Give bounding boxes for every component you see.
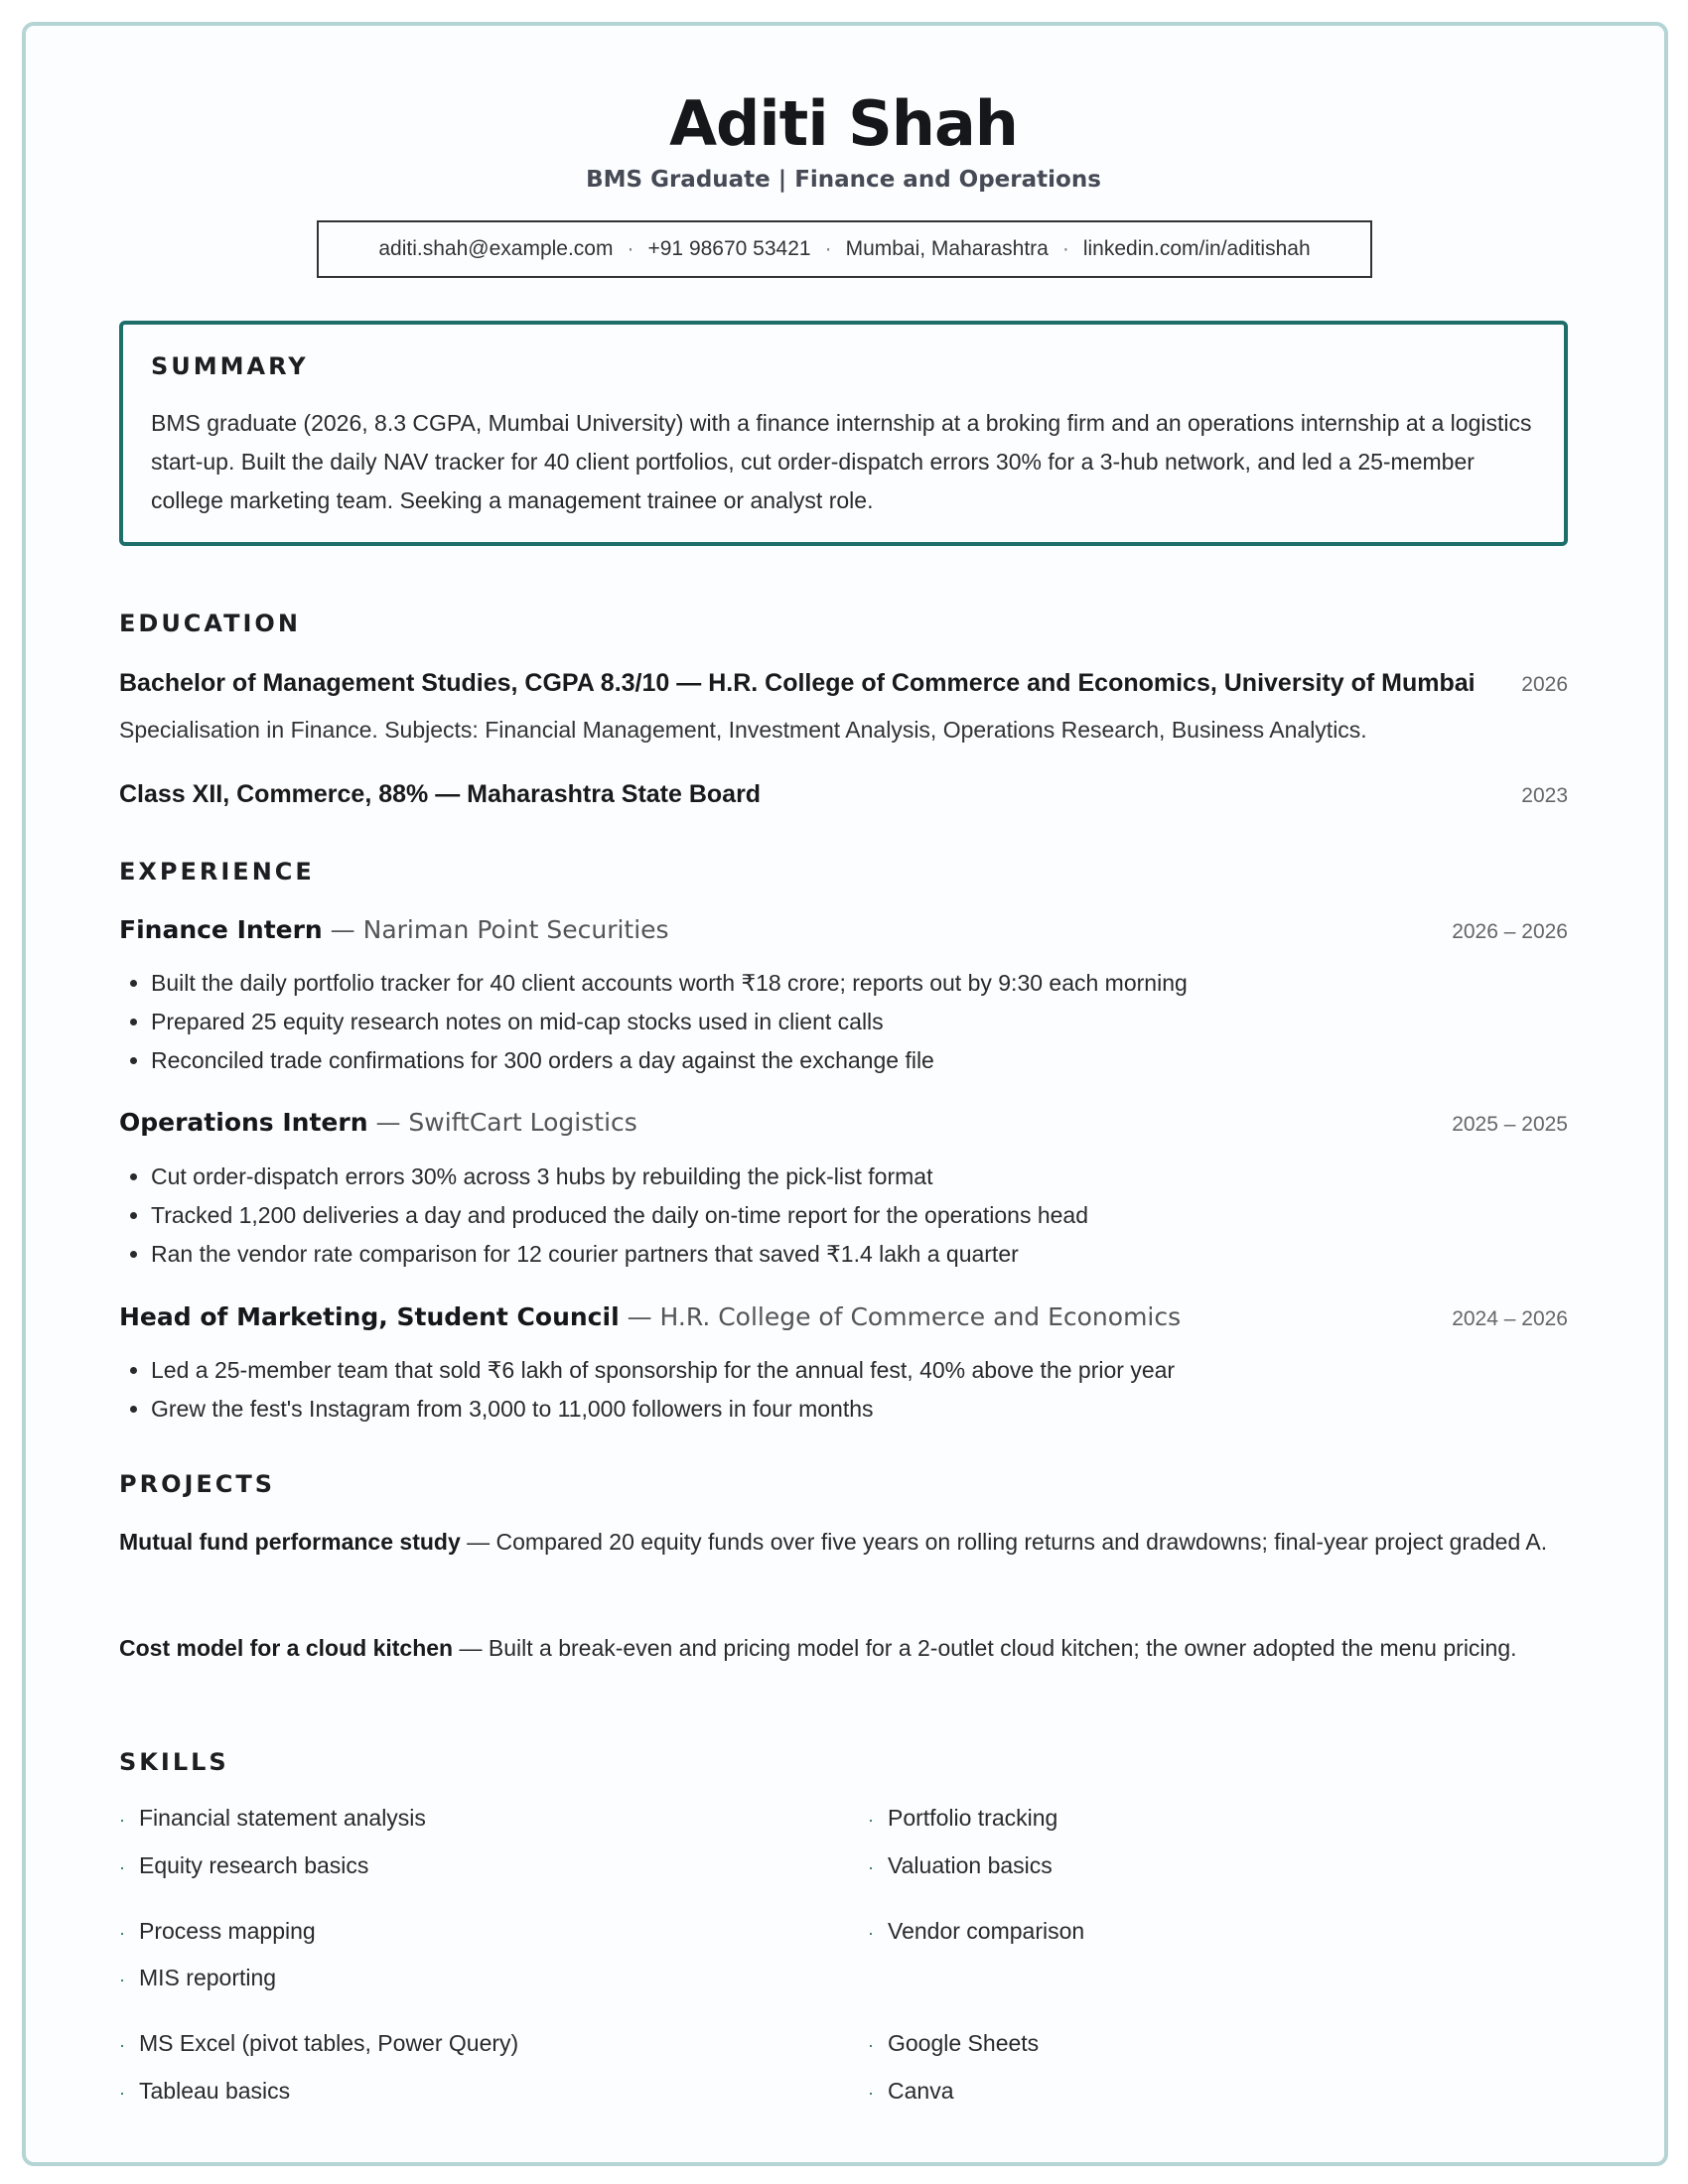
skill-item: · Canva xyxy=(868,2078,954,2104)
education-date: 2026 xyxy=(1521,673,1568,696)
education-title: Class XII, Commerce, 88% — Maharashtra State Board xyxy=(119,780,762,808)
job-bullets xyxy=(119,964,1561,1080)
bullet-item: • Led a 25-member team that sold ₹6 lakh of sponsorship for the annual fest, 40% above the prior year xyxy=(151,1351,1561,1390)
bullet-item: • Cut order-dispatch errors 30% across 3 hubs by rebuilding the pick-list format xyxy=(151,1158,1561,1196)
resume-page xyxy=(22,22,1668,2166)
project-text: — Compared 20 equity funds over five years on rolling returns and drawdowns; final-year project graded A. xyxy=(460,1529,1548,1555)
skill-item: · Equity research basics xyxy=(119,1852,369,1878)
skill-bullet: · xyxy=(119,2035,125,2055)
education-item xyxy=(119,669,1568,698)
headline: BMS Graduate | Finance and Operations xyxy=(586,167,1101,193)
bullet-item: • Prepared 25 equity research notes on mid-cap stocks used in client calls xyxy=(151,1003,1561,1041)
skill-bullet: · xyxy=(868,1923,874,1943)
project-title: Mutual fund performance study xyxy=(119,1529,461,1555)
skill-item: · Process mapping xyxy=(119,1918,316,1944)
contact-phone[interactable]: +91 98670 53421 xyxy=(647,237,811,260)
projects-heading: PROJECTS xyxy=(119,1470,276,1498)
skill-item: · Google Sheets xyxy=(868,2030,1040,2056)
skill-item: · MIS reporting xyxy=(119,1965,277,1990)
project-item xyxy=(119,1523,1559,1562)
skill-bullet: · xyxy=(119,1923,125,1943)
job-org: — SwiftCart Logistics xyxy=(367,1108,637,1137)
contact-bar xyxy=(317,220,1372,278)
bullet-item: • Built the daily portfolio tracker for 40 client accounts worth ₹18 crore; reports out by 9:30 each morning xyxy=(151,964,1561,1003)
project-title: Cost model for a cloud kitchen xyxy=(119,1635,454,1661)
skill-bullet: · xyxy=(868,1810,874,1830)
job-org: — Nariman Point Securities xyxy=(322,915,669,944)
education-title: Bachelor of Management Studies, CGPA 8.3/10 — H.R. College of Commerce and Economics, University of Mumbai xyxy=(119,669,1476,697)
job-date: 2024 – 2026 xyxy=(1452,1307,1568,1330)
job-bullets xyxy=(119,1158,1561,1274)
skill-bullet: · xyxy=(868,2035,874,2055)
project-item xyxy=(119,1629,1559,1668)
skill-bullet: · xyxy=(119,1857,125,1877)
contact-separator: · xyxy=(824,237,832,260)
bullet-item: • Ran the vendor rate comparison for 12 courier partners that saved ₹1.4 lakh a quarter xyxy=(151,1235,1561,1274)
skill-item: · Financial statement analysis xyxy=(119,1805,426,1831)
skill-bullet: · xyxy=(868,1857,874,1877)
education-date: 2023 xyxy=(1521,784,1568,807)
skills-heading: SKILLS xyxy=(119,1748,229,1776)
experience-heading: EXPERIENCE xyxy=(119,858,315,886)
bullet-item: • Reconciled trade confirmations for 300 orders a day against the exchange file xyxy=(151,1041,1561,1080)
job-date: 2026 – 2026 xyxy=(1452,920,1568,943)
contact-separator: · xyxy=(627,237,634,260)
candidate-name: Aditi Shah xyxy=(669,87,1018,160)
bullet-item: • Tracked 1,200 deliveries a day and produced the daily on-time report for the operations head xyxy=(151,1196,1561,1235)
contact-linkedin[interactable]: linkedin.com/in/aditishah xyxy=(1082,237,1311,260)
job-header xyxy=(119,1302,1568,1331)
education-heading: EDUCATION xyxy=(119,610,301,637)
skill-item: · Tableau basics xyxy=(119,2078,291,2104)
job-org: — H.R. College of Commerce and Economics xyxy=(619,1302,1182,1331)
job-header xyxy=(119,915,1568,944)
skill-bullet: · xyxy=(868,2083,874,2103)
job-date: 2025 – 2025 xyxy=(1452,1113,1568,1136)
skill-bullet: · xyxy=(119,1970,125,1989)
summary-section xyxy=(119,321,1568,546)
skill-item: · MS Excel (pivot tables, Power Query) xyxy=(119,2030,519,2056)
skill-bullet: · xyxy=(119,2083,125,2103)
summary-heading: SUMMARY xyxy=(151,352,309,380)
job-role: Finance Intern xyxy=(119,915,323,944)
contact-email[interactable]: aditi.shah@example.com xyxy=(378,237,614,260)
job-role: Head of Marketing, Student Council xyxy=(119,1302,620,1331)
education-detail: Specialisation in Finance. Subjects: Financial Management, Investment Analysis, Operations Research, Business Analytics. xyxy=(119,717,1367,743)
job-bullets xyxy=(119,1351,1561,1429)
project-text: — Built a break-even and pricing model for a 2-outlet cloud kitchen; the owner adopted the menu pricing. xyxy=(453,1635,1517,1661)
skill-item: · Valuation basics xyxy=(868,1852,1053,1878)
contact-separator: · xyxy=(1061,237,1069,260)
bullet-item: • Grew the fest's Instagram from 3,000 to 11,000 followers in four months xyxy=(151,1390,1561,1429)
skill-bullet: · xyxy=(119,1810,125,1830)
skill-item: · Vendor comparison xyxy=(868,1918,1085,1944)
skill-item: · Portfolio tracking xyxy=(868,1805,1058,1831)
summary-text: BMS graduate (2026, 8.3 CGPA, Mumbai University) with a finance internship at a broking firm and an operations internship at a logistics start-up. Built the daily NAV tracker for 40 client portfolios, cut order-dispatch errors 30% for a 3-hub network, and led a 25-member college marketing team. Seeking a management trainee or analyst role. xyxy=(151,410,1532,513)
education-item xyxy=(119,780,1568,809)
job-role: Operations Intern xyxy=(119,1108,368,1137)
contact-location: Mumbai, Maharashtra xyxy=(845,237,1049,260)
job-header xyxy=(119,1108,1568,1137)
